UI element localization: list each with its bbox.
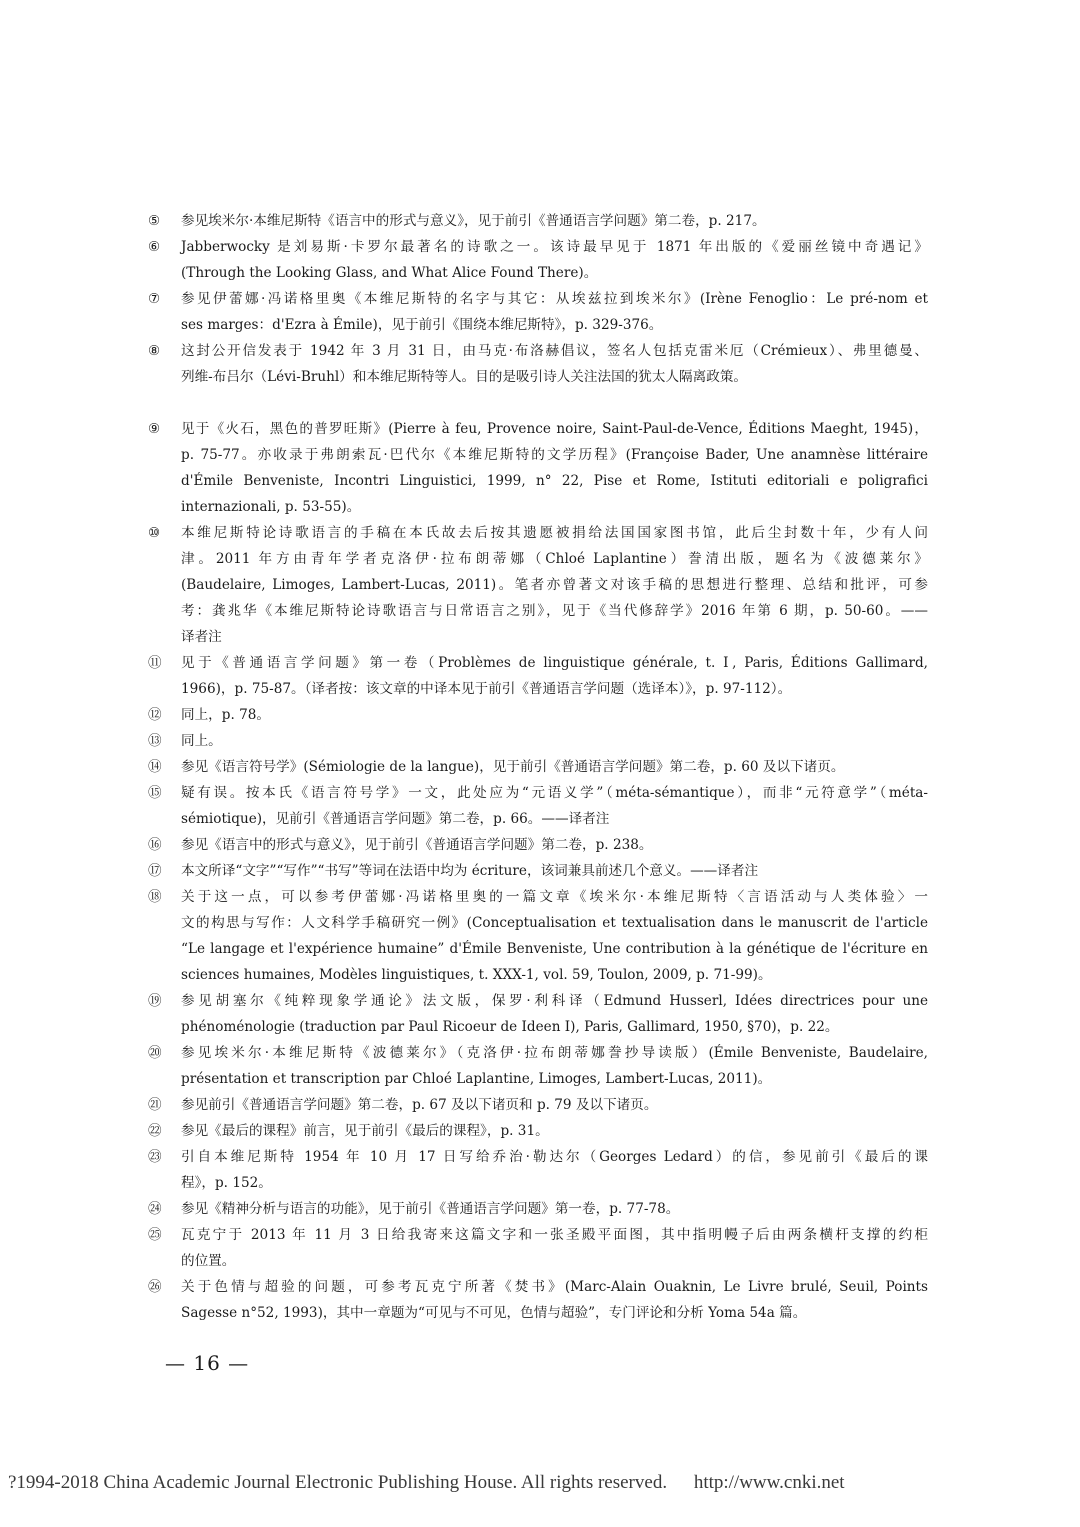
footnote bbox=[148, 780, 928, 832]
footnote bbox=[148, 650, 928, 702]
footnote-line: 的位置。 bbox=[181, 1253, 236, 1269]
footnote bbox=[148, 988, 928, 1040]
footnote bbox=[148, 1040, 928, 1092]
footnote-marker: ⑧ bbox=[148, 343, 161, 359]
footnote-marker: ⑲ bbox=[148, 993, 162, 1009]
footnote-line: sémiotique)，见前引《普通语言学问题》第二卷，p. 66。——译者注 bbox=[181, 811, 610, 827]
footnote-line: Jabberwocky 是刘易斯·卡罗尔最著名的诗歌之一。该诗最早见于 1871 年出版的《爱丽丝镜中奇遇记》 bbox=[181, 239, 928, 255]
footnote-marker: ⑥ bbox=[148, 239, 161, 255]
footnote-line: sciences humaines, Modèles linguistiques, t. XXX-1, vol. 59, Toulon, 2009, p. 71-99)。 bbox=[181, 967, 772, 983]
footnote-line: 同上。 bbox=[181, 733, 222, 749]
footnote bbox=[148, 1274, 928, 1326]
footnote-line: phénoménologie (traduction par Paul Ricoeur de Ideen Ⅰ), Paris, Gallimard, 1950, §70)，p. 22。 bbox=[181, 1019, 839, 1035]
footnote-marker: ㉖ bbox=[148, 1279, 162, 1295]
footnote bbox=[148, 416, 928, 520]
footnote-line: (Baudelaire, Limoges, Lambert-Lucas, 2011)。笔者亦曾著文对该手稿的思想进行整理、总结和批评，可参 bbox=[181, 577, 928, 593]
footnote-line: 参见埃米尔·本维尼斯特《波德莱尔》（克洛伊·拉布朗蒂娜誊抄导读版）(Émile Benveniste, Baudelaire, bbox=[181, 1045, 928, 1061]
footnote bbox=[148, 1092, 928, 1118]
footnote-line: d'Émile Benveniste, Incontri Linguistici, 1999, n° 22, Pise et Rome, Istituti editoriali e poligrafici bbox=[181, 473, 928, 489]
footnote-line: internazionali, p. 53-55)。 bbox=[181, 499, 361, 515]
footnote-marker: ㉕ bbox=[148, 1227, 162, 1243]
footnote-line: 参见《语言中的形式与意义》，见于前引《普通语言学问题》第二卷，p. 238。 bbox=[181, 837, 653, 853]
footnote-line: p. 75-77。亦收录于弗朗索瓦·巴代尔《本维尼斯特的文学历程》(Françoise Bader, Une anamnèse littéraire bbox=[181, 447, 928, 463]
footnote-line: (Through the Looking Glass, and What Alice Found There)。 bbox=[181, 265, 598, 281]
footnote-marker: ⑩ bbox=[148, 525, 161, 541]
footnote bbox=[148, 702, 928, 728]
footnote-marker: ⑪ bbox=[148, 655, 162, 671]
footnote bbox=[148, 754, 928, 780]
footnote-line: 参见埃米尔·本维尼斯特《语言中的形式与意义》，见于前引《普通语言学问题》第二卷，p. 217。 bbox=[181, 213, 766, 229]
footnote-line: 1966)，p. 75-87。（译者按：该文章的中译本见于前引《普通语言学问题（选译本）》，p. 97-112）。 bbox=[181, 681, 792, 697]
footnote-line: 考：龚兆华《本维尼斯特论诗歌语言与日常语言之别》，见于《当代修辞学》2016 年第 6 期，p. 50-60。—— bbox=[181, 603, 928, 619]
footnote-line: 引自本维尼斯特 1954 年 10 月 17 日写给乔治·勒达尔（Georges Ledard）的信，参见前引《最后的课 bbox=[181, 1149, 928, 1165]
footnote-marker: ⑮ bbox=[148, 785, 162, 801]
footnote bbox=[148, 728, 928, 754]
footnote-marker: ⑫ bbox=[148, 707, 162, 723]
footnote-marker: ⑱ bbox=[148, 889, 162, 905]
footnote-line: 本维尼斯特论诗歌语言的手稿在本氏故去后按其遗愿被捐给法国国家图书馆，此后尘封数十年，少有人问 bbox=[181, 525, 928, 541]
footnote-marker: ⑦ bbox=[148, 291, 161, 307]
footnote-marker: ⑳ bbox=[148, 1045, 162, 1061]
footnote-line: 参见《精神分析与语言的功能》，见于前引《普通语言学问题》第一卷，p. 77-78。 bbox=[181, 1201, 680, 1217]
footnote-marker: ㉔ bbox=[148, 1201, 162, 1217]
footnote-line: présentation et transcription par Chloé Laplantine, Limoges, Lambert-Lucas, 2011)。 bbox=[181, 1071, 772, 1087]
footnote-line: 译者注 bbox=[181, 629, 222, 645]
footnote-line: 参见胡塞尔《纯粹现象学通论》法文版，保罗·利科译（Edmund Husserl, Idées directrices pour une bbox=[181, 993, 928, 1009]
footnote bbox=[148, 884, 928, 988]
footnote-marker: ⑯ bbox=[148, 837, 162, 853]
footnote bbox=[148, 520, 928, 650]
footnote-marker: ⑭ bbox=[148, 759, 162, 775]
footnote-line: 瓦克宁于 2013 年 11 月 3 日给我寄来这篇文字和一张圣殿平面图，其中指明幔子后由两条横杆支撑的约柜 bbox=[181, 1227, 928, 1243]
footnote-marker: ⑬ bbox=[148, 733, 162, 749]
footnote-marker: ㉒ bbox=[148, 1123, 162, 1139]
footnote-line: 参见伊蕾娜·冯诺格里奥《本维尼斯特的名字与其它：从埃兹拉到埃米尔》(Irène Fenoglio：Le pré-nom et bbox=[181, 291, 928, 307]
footnote bbox=[148, 1118, 928, 1144]
footnote bbox=[148, 832, 928, 858]
cnki-url: http://www.cnki.net bbox=[693, 1472, 845, 1493]
footnote-line: 列维-布吕尔（Lévi-Bruhl）和本维尼斯特等人。目的是吸引诗人关注法国的犹太人隔离政策。 bbox=[181, 369, 748, 385]
footnote bbox=[148, 234, 928, 286]
footnote-line: 同上，p. 78。 bbox=[181, 707, 271, 723]
footnote-line: 参见前引《普通语言学问题》第二卷，p. 67 及以下诸页和 p. 79 及以下诸页。 bbox=[181, 1097, 658, 1113]
footnote bbox=[148, 208, 928, 234]
footnote-marker: ⑤ bbox=[148, 213, 161, 229]
footnote-line: 关于这一点，可以参考伊蕾娜·冯诺格里奥的一篇文章《埃米尔·本维尼斯特〈言语活动与人类体验〉一 bbox=[181, 889, 928, 905]
footnote-line: “Le langage et l'expérience humaine” d'Émile Benveniste, Une contribution à la génétique de l'écriture en bbox=[181, 941, 928, 957]
footnote-line: 本文所译“文字”“写作”“书写”等词在法语中均为 écriture，该词兼具前述几个意义。——译者注 bbox=[181, 863, 759, 879]
footnote-line: 参见《语言符号学》(Sémiologie de la langue)，见于前引《普通语言学问题》第二卷，p. 60 及以下诸页。 bbox=[181, 759, 845, 775]
footnote-line: 这封公开信发表于 1942 年 3 月 31 日，由马克·布洛赫倡议，签名人包括克雷米厄（Crémieux）、弗里德曼、 bbox=[181, 343, 928, 359]
footnote-marker: ⑨ bbox=[148, 421, 161, 437]
footnote-line: 疑有误。按本氏《语言符号学》一文，此处应为“元语义学”（méta-sémantique），而非“元符意学”（méta- bbox=[181, 785, 928, 801]
footnote-line: 见于《火石，黑色的普罗旺斯》(Pierre à feu, Provence noire, Saint-Paul-de-Vence, Éditions Maeght, 1945)， bbox=[181, 421, 928, 437]
footnote bbox=[148, 286, 928, 338]
footnote bbox=[148, 1144, 928, 1196]
footnote-marker: ㉑ bbox=[148, 1097, 162, 1113]
footnote-line: 关于色情与超验的问题，可参考瓦克宁所著《焚书》(Marc-Alain Ouaknin, Le Livre brulé, Seuil, Points bbox=[181, 1279, 928, 1295]
footnote-line: Sagesse n°52, 1993)，其中一章题为“可见与不可见，色情与超验”，专门评论和分析 Yoma 54a 篇。 bbox=[181, 1305, 807, 1321]
copyright-footer bbox=[8, 1472, 845, 1494]
footnote-line: 文的构思与写作：人文科学手稿研究一例》(Conceptualisation et textualisation dans le manuscrit de l'article bbox=[181, 915, 928, 931]
footnote-line: ses marges：d'Ezra à Émile)，见于前引《围绕本维尼斯特》，p. 329-376。 bbox=[181, 317, 663, 333]
footnote-line: 参见《最后的课程》前言，见于前引《最后的课程》，p. 31。 bbox=[181, 1123, 549, 1139]
footnote-marker: ⑰ bbox=[148, 863, 162, 879]
footnote bbox=[148, 338, 928, 390]
footnote bbox=[148, 1196, 928, 1222]
footnote bbox=[148, 1222, 928, 1274]
page-number: — 16 — bbox=[165, 1351, 250, 1375]
footnote-line: 见于《普通语言学问题》第一卷（Problèmes de linguistique générale, t. Ⅰ, Paris, Éditions Gallimard, bbox=[181, 655, 928, 671]
footnote bbox=[148, 858, 928, 884]
footnote-marker: ㉓ bbox=[148, 1149, 162, 1165]
footnote-line: 程》，p. 152。 bbox=[181, 1175, 272, 1191]
footnote-line: 津。2011 年方由青年学者克洛伊·拉布朗蒂娜（Chloé Laplantine）誊清出版，题名为《波德莱尔》 bbox=[181, 551, 928, 567]
copyright-text: ?1994-2018 China Academic Journal Electronic Publishing House. All rights reserved. bbox=[8, 1472, 668, 1493]
